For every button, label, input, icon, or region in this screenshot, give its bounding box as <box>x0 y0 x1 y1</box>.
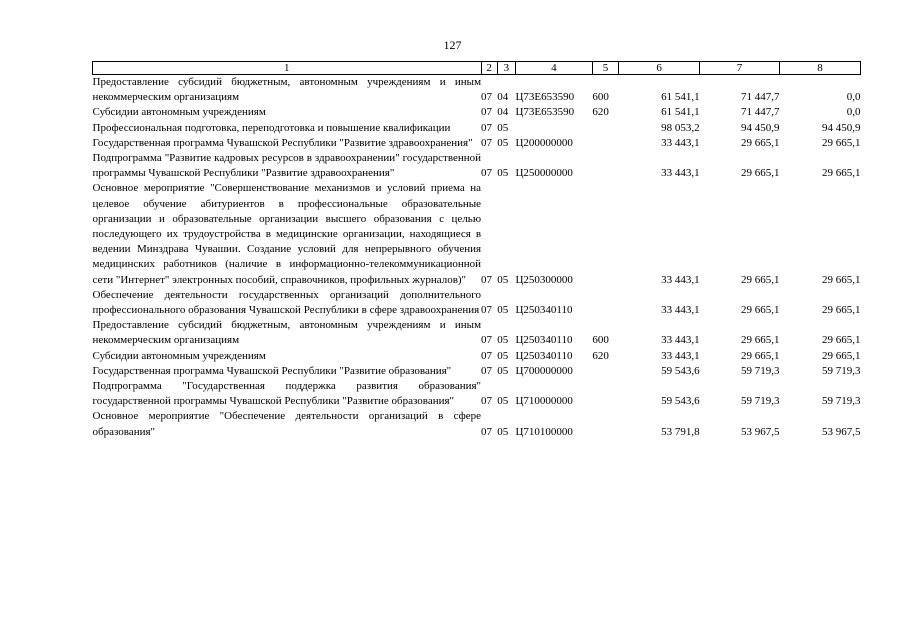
section-code: 07 <box>481 273 493 286</box>
row-description: Предоставление субсидий бюджетным, автономным учреждениям и иным некоммерческим организациям <box>92 319 482 347</box>
target-article-code: Ц710000000 <box>515 395 573 408</box>
amount-column-6: 98 053,2 <box>661 121 700 134</box>
target-article-code: Ц200000000 <box>515 136 573 149</box>
table-row <box>93 75 861 106</box>
table-row <box>93 181 861 287</box>
subsection-code: 05 <box>497 334 509 347</box>
column-header-8: 8 <box>779 62 860 75</box>
section-code: 07 <box>481 167 493 180</box>
row-description: Основное мероприятие "Совершенствование механизмов и условий приема на целевое обучение абитуриентов в профессиональные образовательные организации и образовательные организации высшего образования с целью последующего их трудоустройства в медицинские организации, находящиеся в ведении Минздрава Чувашии. Создание условий для непрерывного обучения медицинских работников (наличие в информационно-телекоммуникационной сети "Интернет" электронных пособий, справочников, профильных журналов)" <box>92 182 482 286</box>
expense-type-code <box>592 181 618 287</box>
row-description: Обеспечение деятельности государственных организаций дополнительного профессионального образования Чувашской Республики в сфере здравоохранения <box>92 288 482 317</box>
section-code: 07 <box>481 304 493 317</box>
amount-column-6: 53 791,8 <box>661 425 700 438</box>
row-description: Профессиональная подготовка, переподготовка и повышение квалификации <box>92 121 451 134</box>
amount-column-6: 33 443,1 <box>661 273 700 286</box>
table-row <box>93 288 861 318</box>
subsection-code: 05 <box>497 364 509 377</box>
section-code: 07 <box>481 395 493 408</box>
section-code: 07 <box>481 425 493 438</box>
page-number: 127 <box>443 38 462 52</box>
expense-type-code <box>592 136 618 151</box>
section-code: 07 <box>481 136 493 149</box>
expense-type-code: 600 <box>592 334 609 347</box>
section-code: 07 <box>481 91 493 104</box>
table-row <box>93 121 861 136</box>
expense-type-code <box>592 364 618 379</box>
amount-column-8: 29 665,1 <box>822 334 861 347</box>
amount-column-8: 59 719,3 <box>822 395 861 408</box>
amount-column-8: 29 665,1 <box>822 304 861 317</box>
expense-type-code <box>592 121 618 136</box>
amount-column-8: 59 719,3 <box>822 364 861 377</box>
subsection-code: 04 <box>497 106 509 119</box>
column-header-5: 5 <box>592 62 618 75</box>
amount-column-6: 59 543,6 <box>661 395 700 408</box>
amount-column-6: 61 541,1 <box>661 91 700 104</box>
subsection-code: 04 <box>497 91 509 104</box>
amount-column-7: 71 447,7 <box>740 91 780 104</box>
expense-type-code <box>592 409 618 439</box>
header-row <box>93 62 861 75</box>
row-description: Государственная программа Чувашской Республики "Развитие здравоохранения" <box>92 136 473 149</box>
table-row <box>93 318 861 348</box>
amount-column-8: 29 665,1 <box>822 349 861 362</box>
amount-column-8: 0,0 <box>846 106 861 119</box>
amount-column-8: 29 665,1 <box>822 167 861 180</box>
amount-column-7: 29 665,1 <box>740 304 780 317</box>
amount-column-7: 29 665,1 <box>740 273 780 286</box>
amount-column-7: 59 719,3 <box>740 395 780 408</box>
amount-column-8: 0,0 <box>846 91 861 104</box>
amount-column-7: 59 719,3 <box>740 364 780 377</box>
row-description: Подпрограмма "Государственная поддержка развития образования" государственной программы Чувашской Республики "Развитие образования" <box>92 380 482 408</box>
target-article-code <box>515 121 592 136</box>
target-article-code: Ц250340110 <box>515 334 573 347</box>
table-row <box>93 364 861 379</box>
amount-column-6: 33 443,1 <box>661 167 700 180</box>
table-body <box>93 75 861 440</box>
target-article-code: Ц700000000 <box>515 364 573 377</box>
column-header-1: 1 <box>93 62 482 75</box>
expense-type-code: 620 <box>592 106 609 119</box>
amount-column-8: 29 665,1 <box>822 273 861 286</box>
expense-type-code: 600 <box>592 91 609 104</box>
target-article-code: Ц73Е653590 <box>515 91 575 104</box>
target-article-code: Ц250000000 <box>515 167 573 180</box>
row-description: Субсидии автономным учреждениям <box>92 349 266 362</box>
column-header-2: 2 <box>481 62 497 75</box>
table-row <box>93 105 861 120</box>
amount-column-7: 29 665,1 <box>740 349 780 362</box>
section-code: 07 <box>481 349 493 362</box>
amount-column-6: 33 443,1 <box>661 136 700 149</box>
section-code: 07 <box>481 121 493 134</box>
amount-column-8: 94 450,9 <box>822 121 861 134</box>
target-article-code: Ц73Е653590 <box>515 106 575 119</box>
column-header-3: 3 <box>497 62 515 75</box>
target-article-code: Ц250300000 <box>515 273 573 286</box>
amount-column-7: 94 450,9 <box>740 121 780 134</box>
column-header-4: 4 <box>515 62 592 75</box>
table-row <box>93 409 861 439</box>
column-header-6: 6 <box>619 62 700 75</box>
table-header <box>93 62 861 75</box>
expense-type-code <box>592 151 618 181</box>
amount-column-6: 33 443,1 <box>661 349 700 362</box>
amount-column-6: 59 543,6 <box>661 364 700 377</box>
amount-column-7: 53 967,5 <box>740 425 780 438</box>
amount-column-7: 29 665,1 <box>740 167 780 180</box>
column-header-7: 7 <box>700 62 780 75</box>
subsection-code: 05 <box>497 349 509 362</box>
target-article-code: Ц250340110 <box>515 304 573 317</box>
budget-table <box>92 61 861 440</box>
expense-type-code <box>592 288 618 318</box>
amount-column-8: 29 665,1 <box>822 136 861 149</box>
row-description: Основное мероприятие "Обеспечение деятельности организаций в сфере образования" <box>92 410 482 438</box>
section-code: 07 <box>481 106 493 119</box>
amount-column-6: 33 443,1 <box>661 304 700 317</box>
table-row <box>93 379 861 409</box>
expense-type-code: 620 <box>592 349 609 362</box>
row-description: Государственная программа Чувашской Республики "Развитие образования" <box>92 364 452 377</box>
subsection-code: 05 <box>497 425 509 438</box>
amount-column-6: 33 443,1 <box>661 334 700 347</box>
row-description: Предоставление субсидий бюджетным, автономным учреждениям и иным некоммерческим организациям <box>92 76 482 104</box>
table-row <box>93 151 861 181</box>
subsection-code: 05 <box>497 136 509 149</box>
amount-column-7: 71 447,7 <box>740 106 780 119</box>
table-row <box>93 136 861 151</box>
target-article-code: Ц710100000 <box>515 425 573 438</box>
amount-column-6: 61 541,1 <box>661 106 700 119</box>
subsection-code: 05 <box>497 121 509 134</box>
subsection-code: 05 <box>497 395 509 408</box>
section-code: 07 <box>481 364 493 377</box>
amount-column-7: 29 665,1 <box>740 136 780 149</box>
table-row <box>93 349 861 364</box>
row-description: Подпрограмма "Развитие кадровых ресурсов в здравоохранении" государственной программы Чувашской Республики "Развитие здравоохранения" <box>92 152 482 180</box>
amount-column-7: 29 665,1 <box>740 334 780 347</box>
section-code: 07 <box>481 334 493 347</box>
target-article-code: Ц250340110 <box>515 349 573 362</box>
amount-column-8: 53 967,5 <box>822 425 861 438</box>
expense-type-code <box>592 379 618 409</box>
subsection-code: 05 <box>497 273 509 286</box>
subsection-code: 05 <box>497 167 509 180</box>
row-description: Субсидии автономным учреждениям <box>92 106 266 119</box>
subsection-code: 05 <box>497 304 509 317</box>
